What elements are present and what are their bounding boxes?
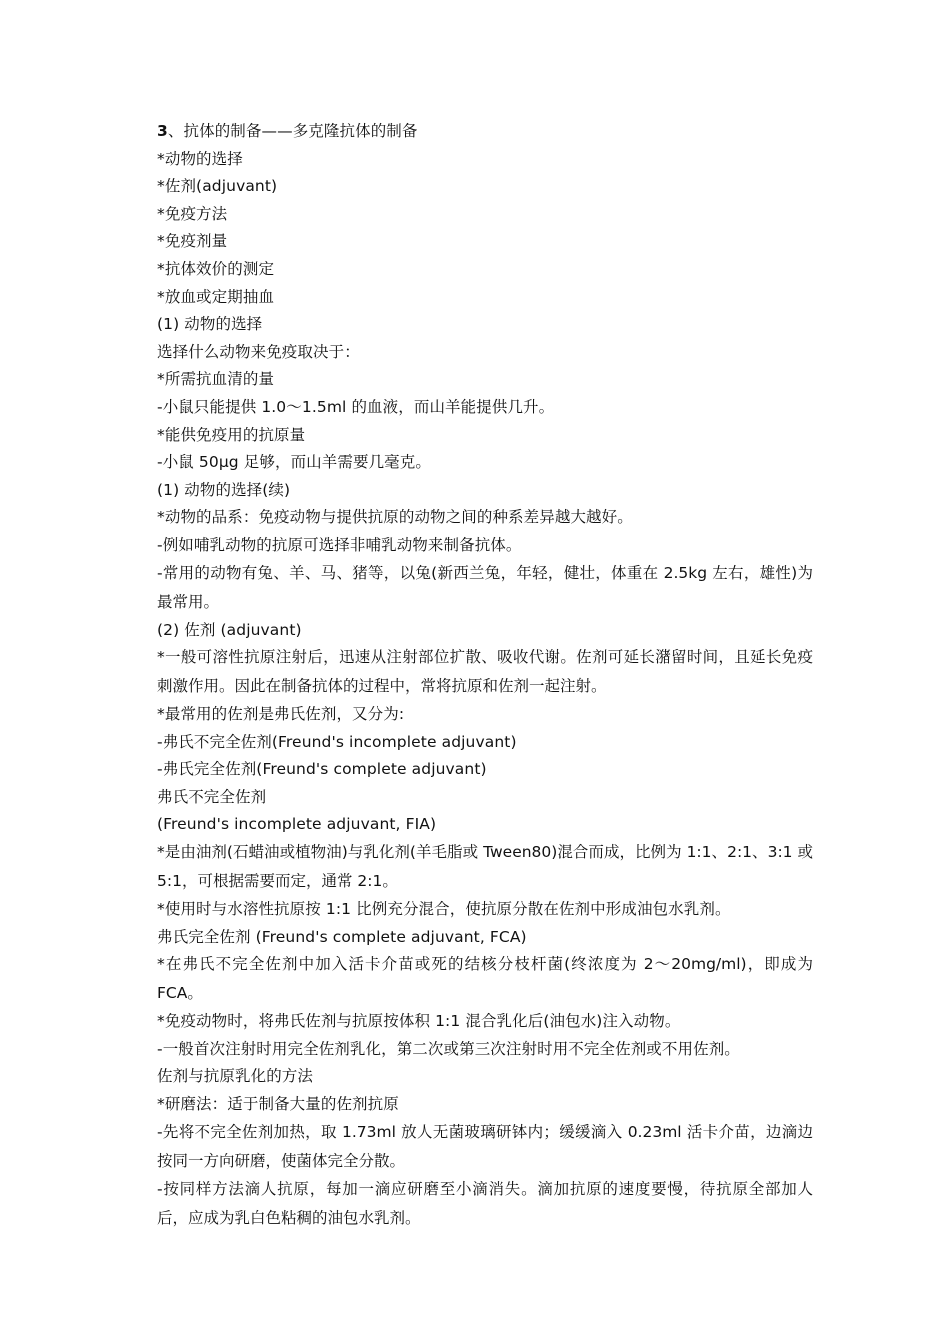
paragraph: *所需抗血清的量 (157, 370, 275, 389)
subsection-heading: (Freund's incomplete adjuvant, FIA) (157, 815, 437, 834)
subsection-heading: (1) 动物的选择 (157, 315, 263, 334)
subsection-heading: 弗氏不完全佐剂 (157, 787, 267, 806)
paragraph: -常用的动物有兔、羊、马、猪等，以兔(新西兰兔，年轻，健壮，体重在 2.5kg 左右，雄性)为最常用。 (157, 563, 813, 611)
paragraph: -按同样方法滴人抗原，每加一滴应研磨至小滴消失。滴加抗原的速度要慢，待抗原全部加人后，应成为乳白色粘稠的油包水乳剂。 (157, 1179, 813, 1227)
document-body (157, 118, 813, 1233)
subsection-heading: 佐剂与抗原乳化的方法 (157, 1067, 314, 1086)
paragraph: *能供免疫用的抗原量 (157, 425, 306, 444)
paragraph: *研磨法：适于制备大量的佐剂抗原 (157, 1095, 399, 1114)
paragraph: *是由油剂(石蜡油或植物油)与乳化剂(羊毛脂或 Tween80)混合而成，比例为 1:1、2:1、3:1 或 5:1，可根据需要而定，通常 2:1。 (157, 843, 813, 891)
section-title (157, 118, 813, 146)
outline-item: *抗体效价的测定 (157, 259, 275, 278)
paragraph: -例如哺乳动物的抗原可选择非哺乳动物来制备抗体。 (157, 535, 522, 554)
outline-item: *免疫剂量 (157, 232, 228, 251)
section-number: 3 (157, 122, 168, 140)
subsection-heading: 弗氏完全佐剂 (Freund's complete adjuvant, FCA) (157, 927, 527, 946)
paragraph: *最常用的佐剂是弗氏佐剂，又分为: (157, 705, 405, 724)
subsection-heading: (2) 佐剂 (adjuvant) (157, 620, 302, 639)
paragraph: -小鼠只能提供 1.0～1.5ml 的血液，而山羊能提供几升。 (157, 397, 555, 416)
section-title-text: 、抗体的制备——多克隆抗体的制备 (167, 122, 418, 140)
paragraph: -小鼠 50μg 足够，而山羊需要几毫克。 (157, 453, 431, 472)
paragraph: *动物的品系：免疫动物与提供抗原的动物之间的种系差异越大越好。 (157, 508, 633, 527)
paragraph: -先将不完全佐剂加热，取 1.73ml 放人无菌玻璃研钵内；缓缓滴入 0.23ml 活卡介苗，边滴边按同一方向研磨，使菌体完全分散。 (157, 1122, 813, 1170)
paragraph: -弗氏不完全佐剂(Freund's incomplete adjuvant) (157, 732, 517, 751)
outline-item: *佐剂(adjuvant) (157, 177, 278, 196)
paragraph: -弗氏完全佐剂(Freund's complete adjuvant) (157, 760, 487, 779)
outline-item: *动物的选择 (157, 149, 243, 168)
paragraph: *免疫动物时，将弗氏佐剂与抗原按体积 1:1 混合乳化后(油包水)注入动物。 (157, 1012, 681, 1031)
paragraph: *一般可溶性抗原注射后，迅速从注射部位扩散、吸收代谢。佐剂可延长潴留时间，且延长免疫刺激作用。因此在制备抗体的过程中，常将抗原和佐剂一起注射。 (157, 648, 813, 696)
paragraph: *在弗氏不完全佐剂中加入活卡介苗或死的结核分枝杆菌(终浓度为 2～20mg/ml)，即成为 FCA。 (157, 955, 813, 1003)
subsection-heading: (1) 动物的选择(续) (157, 480, 291, 499)
paragraph: *使用时与水溶性抗原按 1:1 比例充分混合，使抗原分散在佐剂中形成油包水乳剂。 (157, 900, 731, 919)
outline-item: *免疫方法 (157, 204, 228, 223)
paragraph: -一般首次注射时用完全佐剂乳化，第二次或第三次注射时用不完全佐剂或不用佐剂。 (157, 1039, 740, 1058)
outline-item: *放血或定期抽血 (157, 287, 275, 306)
paragraph: 选择什么动物来免疫取决于： (157, 342, 360, 361)
